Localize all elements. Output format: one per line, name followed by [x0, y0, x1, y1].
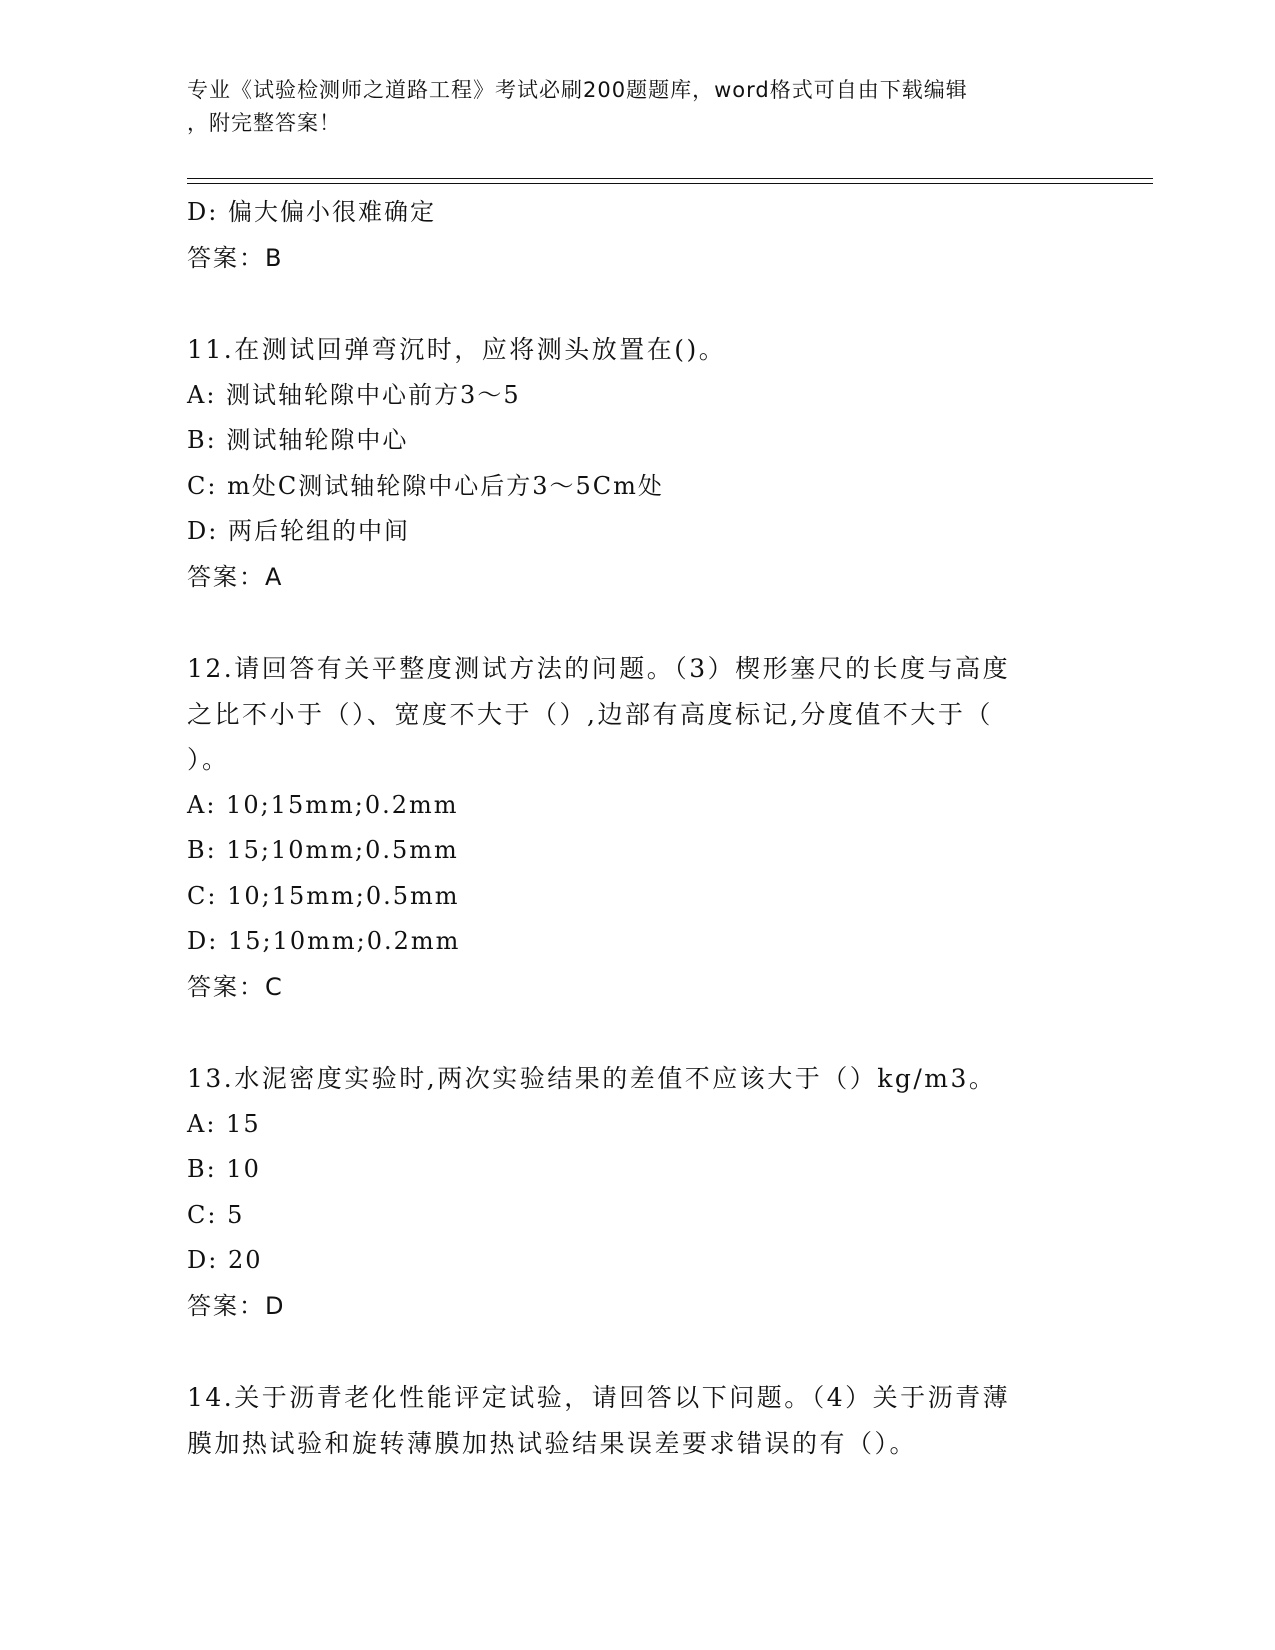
answer-line: 答案：B — [187, 243, 284, 272]
question-stem: ）。 — [187, 745, 230, 774]
header-line-1: 专业《试验检测师之道路工程》考试必刷200题题库，word格式可自由下载编辑 — [187, 78, 968, 102]
header-rule-top — [187, 178, 1153, 179]
option-b: B: 15;10mm;0.5mm — [187, 836, 459, 864]
header-line-2: ，附完整答案！ — [187, 111, 341, 135]
spacer — [187, 1010, 1067, 1056]
question-content — [187, 190, 1067, 1466]
option-a: A: 10;15mm;0.2mm — [187, 790, 459, 819]
header-rule-bottom — [187, 183, 1153, 184]
question-stem: 之比不小于（）、宽度不大于（）,边部有高度标记,分度值不大于（ — [187, 699, 993, 729]
option-a: A: 测试轴轮隙中心前方3～5 — [187, 380, 521, 409]
option-d: D: 两后轮组的中间 — [187, 517, 410, 545]
option-b: B: 10 — [187, 1155, 261, 1183]
question-stem: 11.在测试回弹弯沉时，应将测头放置在()。 — [187, 335, 727, 364]
page-header — [187, 74, 1087, 140]
spacer — [187, 600, 1067, 646]
spacer — [187, 281, 1067, 327]
question-stem: 14.关于沥青老化性能评定试验，请回答以下问题。（4）关于沥青薄 — [187, 1383, 1011, 1412]
option-c: C: 10;15mm;0.5mm — [187, 881, 460, 910]
option-c: C: 5 — [187, 1200, 245, 1229]
option-d: D: 15;10mm;0.2mm — [187, 927, 461, 955]
option-d: D: 偏大偏小很难确定 — [187, 198, 436, 226]
spacer — [187, 1329, 1067, 1375]
option-c: C: m处C测试轴轮隙中心后方3～5Cm处 — [187, 471, 664, 500]
answer-line: 答案：C — [187, 972, 284, 1001]
answer-line: 答案：D — [187, 1291, 286, 1320]
option-a: A: 15 — [187, 1109, 261, 1138]
question-stem: 13.水泥密度实验时,两次实验结果的差值不应该大于（）kg/m3。 — [187, 1064, 997, 1093]
answer-line: 答案：A — [187, 562, 284, 591]
question-stem: 12.请回答有关平整度测试方法的问题。（3）楔形塞尺的长度与高度 — [187, 654, 1011, 683]
option-b: B: 测试轴轮隙中心 — [187, 426, 409, 454]
option-d: D: 20 — [187, 1246, 263, 1274]
question-stem: 膜加热试验和旋转薄膜加热试验结果误差要求错误的有（）。 — [187, 1428, 918, 1458]
